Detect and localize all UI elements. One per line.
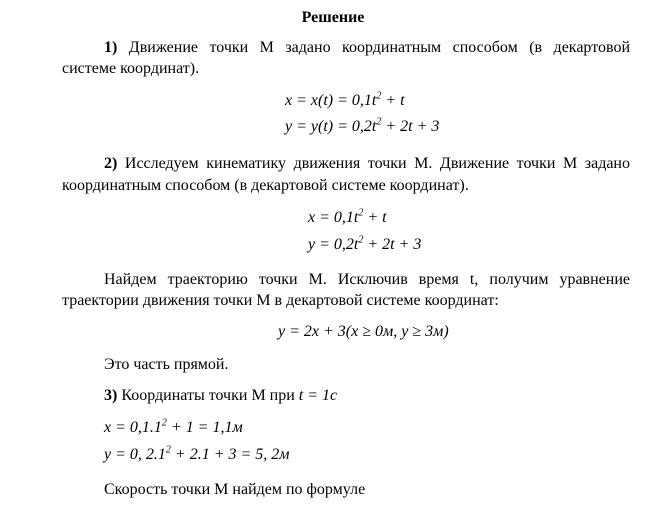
- equation-y: $y = 0,2t^2 + 2t + 3$: [308, 234, 422, 253]
- paragraph-2-line-2: координатным способом (в декартовой системе координат).: [62, 177, 469, 194]
- equation-y-of-t: $y = y(t) = 0,2t^2 + 2t + 3$: [285, 116, 440, 135]
- paragraph-2-text-1: Исследуем кинематику движения точки М. Движение точки М задано: [117, 155, 630, 172]
- equation-x-of-t: $x = x(t) = 0,1t^2 + t$: [285, 90, 405, 109]
- time-condition: t = 1c: [298, 387, 338, 404]
- step-number-3: 3): [104, 387, 118, 404]
- paragraph-1-line-1: [62, 38, 630, 58]
- coordinate-x-calculation: $x = 0,1.1^2 + 1 = 1,1м$: [104, 417, 243, 436]
- step-number-1: 1): [104, 39, 118, 56]
- section-title: Решение: [301, 9, 365, 26]
- step-number-2: 2): [104, 155, 118, 172]
- equation-x: $x = 0,1t^2 + t$: [308, 207, 387, 226]
- paragraph-3-text: Координаты точки М при: [117, 387, 299, 404]
- trajectory-paragraph-line-1: Найдем траекторию точки М. Исключив время t, получим уравнение: [104, 271, 630, 288]
- coordinate-y-calculation: y = 0, $2.1^2 + 2.1 + 3 = 5$, 2м: [104, 444, 290, 463]
- paragraph-3: [104, 386, 337, 406]
- speed-formula-intro: Скорость точки М найдем по формуле: [104, 481, 366, 498]
- trajectory-paragraph-line-2: траектории движения точки М в декартовой системе координат:: [62, 292, 499, 309]
- trajectory-equation: y = 2x + 3(x ≥ 0м, y ≥ 3м): [278, 323, 449, 340]
- paragraph-1-line-2: системе координат).: [62, 60, 200, 77]
- line-segment-note: Это часть прямой.: [104, 356, 229, 373]
- paragraph-2-line-1: [62, 154, 630, 174]
- paragraph-1-text-1: Движение точки М задано координатным способом (в декартовой: [117, 39, 630, 56]
